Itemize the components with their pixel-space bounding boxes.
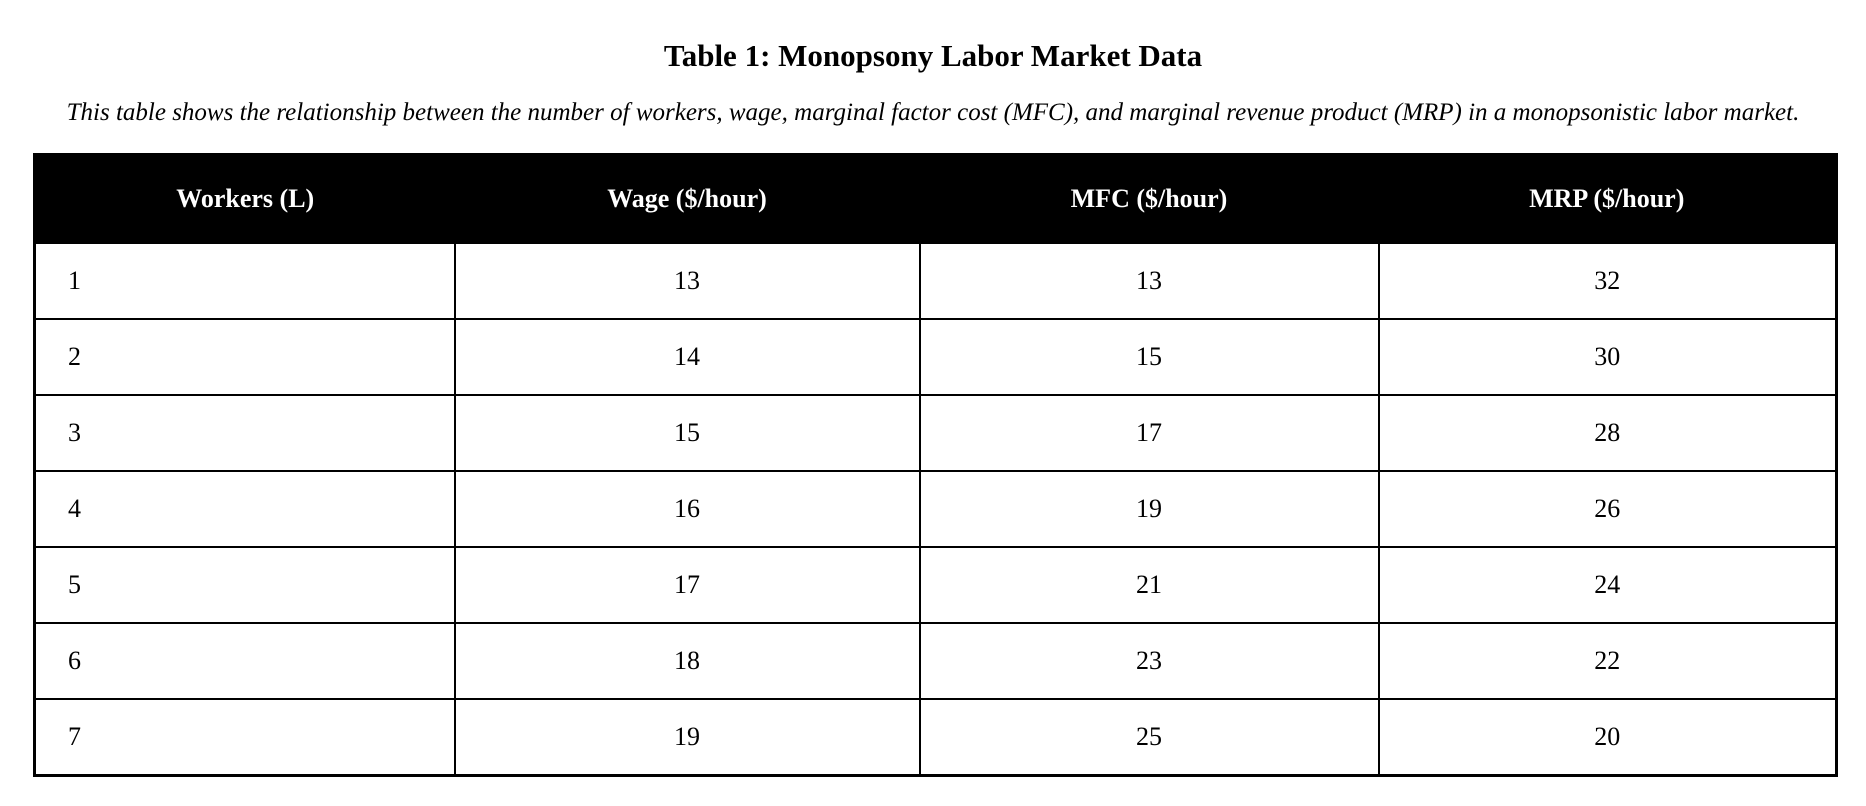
cell-mrp: 32 bbox=[1379, 243, 1837, 319]
table-row bbox=[35, 547, 1837, 623]
cell-mfc: 21 bbox=[920, 547, 1379, 623]
table-row bbox=[35, 623, 1837, 699]
cell-wage: 16 bbox=[455, 471, 920, 547]
cell-workers: 3 bbox=[35, 395, 455, 471]
cell-mrp: 30 bbox=[1379, 319, 1837, 395]
header-row bbox=[35, 155, 1837, 244]
table-row bbox=[35, 699, 1837, 776]
table-row bbox=[35, 243, 1837, 319]
cell-wage: 18 bbox=[455, 623, 920, 699]
cell-mfc: 25 bbox=[920, 699, 1379, 776]
cell-mfc: 15 bbox=[920, 319, 1379, 395]
table-header bbox=[35, 155, 1837, 244]
cell-mfc: 13 bbox=[920, 243, 1379, 319]
cell-wage: 17 bbox=[455, 547, 920, 623]
cell-mfc: 23 bbox=[920, 623, 1379, 699]
table-caption: This table shows the relationship between the number of workers, wage, marginal factor cost (MFC), and marginal revenue product (MRP) in a monopsonistic labor market. bbox=[66, 99, 1800, 126]
cell-workers: 5 bbox=[35, 547, 455, 623]
header-wage: Wage ($/hour) bbox=[455, 155, 920, 244]
cell-wage: 15 bbox=[455, 395, 920, 471]
cell-wage: 13 bbox=[455, 243, 920, 319]
cell-workers: 2 bbox=[35, 319, 455, 395]
cell-mfc: 19 bbox=[920, 471, 1379, 547]
data-table bbox=[33, 153, 1838, 777]
cell-workers: 7 bbox=[35, 699, 455, 776]
cell-wage: 19 bbox=[455, 699, 920, 776]
table-title: Table 1: Monopsony Labor Market Data bbox=[663, 38, 1203, 73]
table-row bbox=[35, 319, 1837, 395]
cell-mrp: 22 bbox=[1379, 623, 1837, 699]
header-mrp: MRP ($/hour) bbox=[1379, 155, 1837, 244]
table-row bbox=[35, 471, 1837, 547]
cell-mfc: 17 bbox=[920, 395, 1379, 471]
table-row bbox=[35, 395, 1837, 471]
cell-mrp: 24 bbox=[1379, 547, 1837, 623]
cell-mrp: 20 bbox=[1379, 699, 1837, 776]
cell-wage: 14 bbox=[455, 319, 920, 395]
header-mfc: MFC ($/hour) bbox=[920, 155, 1379, 244]
table-body bbox=[35, 243, 1837, 776]
cell-mrp: 28 bbox=[1379, 395, 1837, 471]
cell-mrp: 26 bbox=[1379, 471, 1837, 547]
cell-workers: 1 bbox=[35, 243, 455, 319]
cell-workers: 4 bbox=[35, 471, 455, 547]
cell-workers: 6 bbox=[35, 623, 455, 699]
header-workers: Workers (L) bbox=[35, 155, 455, 244]
